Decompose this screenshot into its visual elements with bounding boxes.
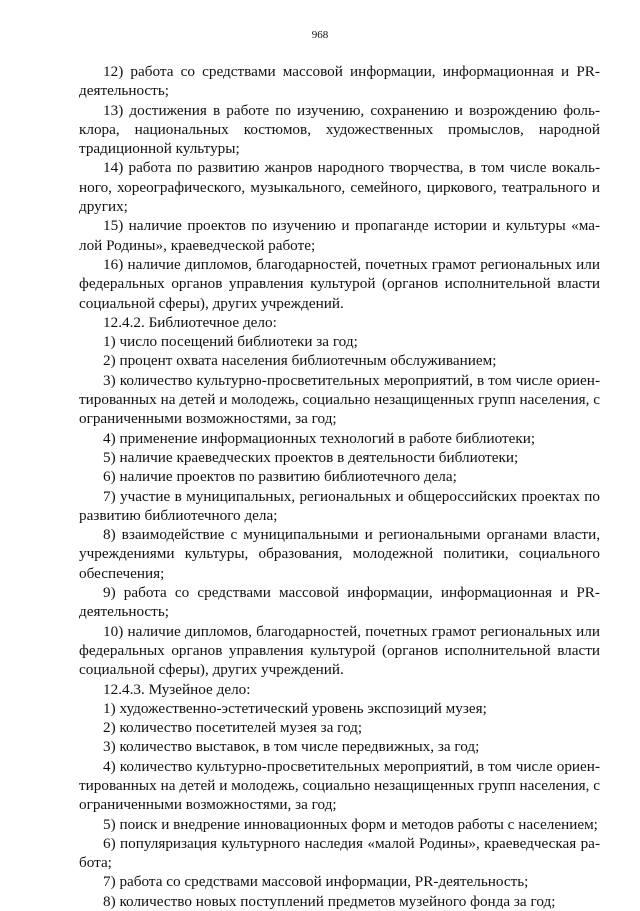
paragraph: 4) применение информационных технологий в работе библиотеки; xyxy=(103,429,536,447)
paragraph: 13) достижения в работе по изучению, сохранению и возрождению фольклора, национальных костюмов, художественных промыслов, народной традиционной культуры; xyxy=(79,101,600,158)
document-body xyxy=(79,62,600,911)
paragraph: 9) работа со средствами массовой информации, информационная и PR-деятельность; xyxy=(79,584,600,621)
paragraph: 7) участие в муниципальных, региональных и общероссийских проектах по развитию библиотечного дела; xyxy=(79,487,600,524)
paragraph: 8) взаимодействие с муниципальными и региональными органами власти, учреждениями культуры, образования, молодежной политики, социального обеспечения; xyxy=(79,526,600,582)
paragraph: 6) наличие проектов по развитию библиотечного дела; xyxy=(103,468,457,486)
section-heading: 12.4.3. Музейное дело: xyxy=(103,680,251,698)
paragraph: 15) наличие проектов по изучению и пропаганде истории и культуры «малой Родины», краеведческой работе; xyxy=(79,217,600,254)
paragraph: 8) количество новых поступлений предметов музейного фонда за год; xyxy=(103,892,556,910)
paragraph: 3) количество выставок, в том числе передвижных, за год; xyxy=(103,738,480,756)
section-heading: 12.4.2. Библиотечное дело: xyxy=(103,313,277,331)
paragraph: 10) наличие дипломов, благодарностей, почетных грамот региональных или федеральных органов управления культурой (органов исполнительной власти социальной сферы), других учреждений. xyxy=(79,622,600,679)
paragraph: 5) поиск и внедрение инновационных форм и методов работы с населением; xyxy=(103,815,598,833)
paragraph: 5) наличие краеведческих проектов в деятельности библиотеки; xyxy=(103,448,519,466)
paragraph: 14) работа по развитию жанров народного творчества, в том числе вокального, хореографического, музыкального, семейного, циркового, театрального и других; xyxy=(79,159,600,216)
page-number: 968 xyxy=(311,29,329,41)
paragraph: 3) количество культурно-просветительных мероприятий, в том числе ориентированных на детей и молодежь, социально незащищенных групп населения, с ограниченными возможностями, за год; xyxy=(79,371,600,428)
paragraph: 2) процент охвата населения библиотечным обслуживанием; xyxy=(103,352,497,370)
paragraph: 1) число посещений библиотеки за год; xyxy=(103,333,358,351)
paragraph: 1) художественно-эстетический уровень экспозиций музея; xyxy=(103,699,487,717)
paragraph: 6) популяризация культурного наследия «малой Родины», краеведческая работа; xyxy=(79,834,600,872)
paragraph: 2) количество посетителей музея за год; xyxy=(103,719,363,737)
paragraph: 4) количество культурно-просветительных мероприятий, в том числе ориентированных на детей и молодежь, социально незащищенных групп населения, с ограниченными возможностями, за год; xyxy=(79,757,600,814)
paragraph: 12) работа со средствами массовой информации, информационная и PR-деятельность; xyxy=(79,63,600,100)
paragraph: 7) работа со средствами массовой информации, PR-деятельность; xyxy=(103,873,529,891)
paragraph: 16) наличие дипломов, благодарностей, почетных грамот региональных или федеральных органов управления культурой (органов исполнительной власти социальной сферы), других учреждений. xyxy=(79,255,600,312)
